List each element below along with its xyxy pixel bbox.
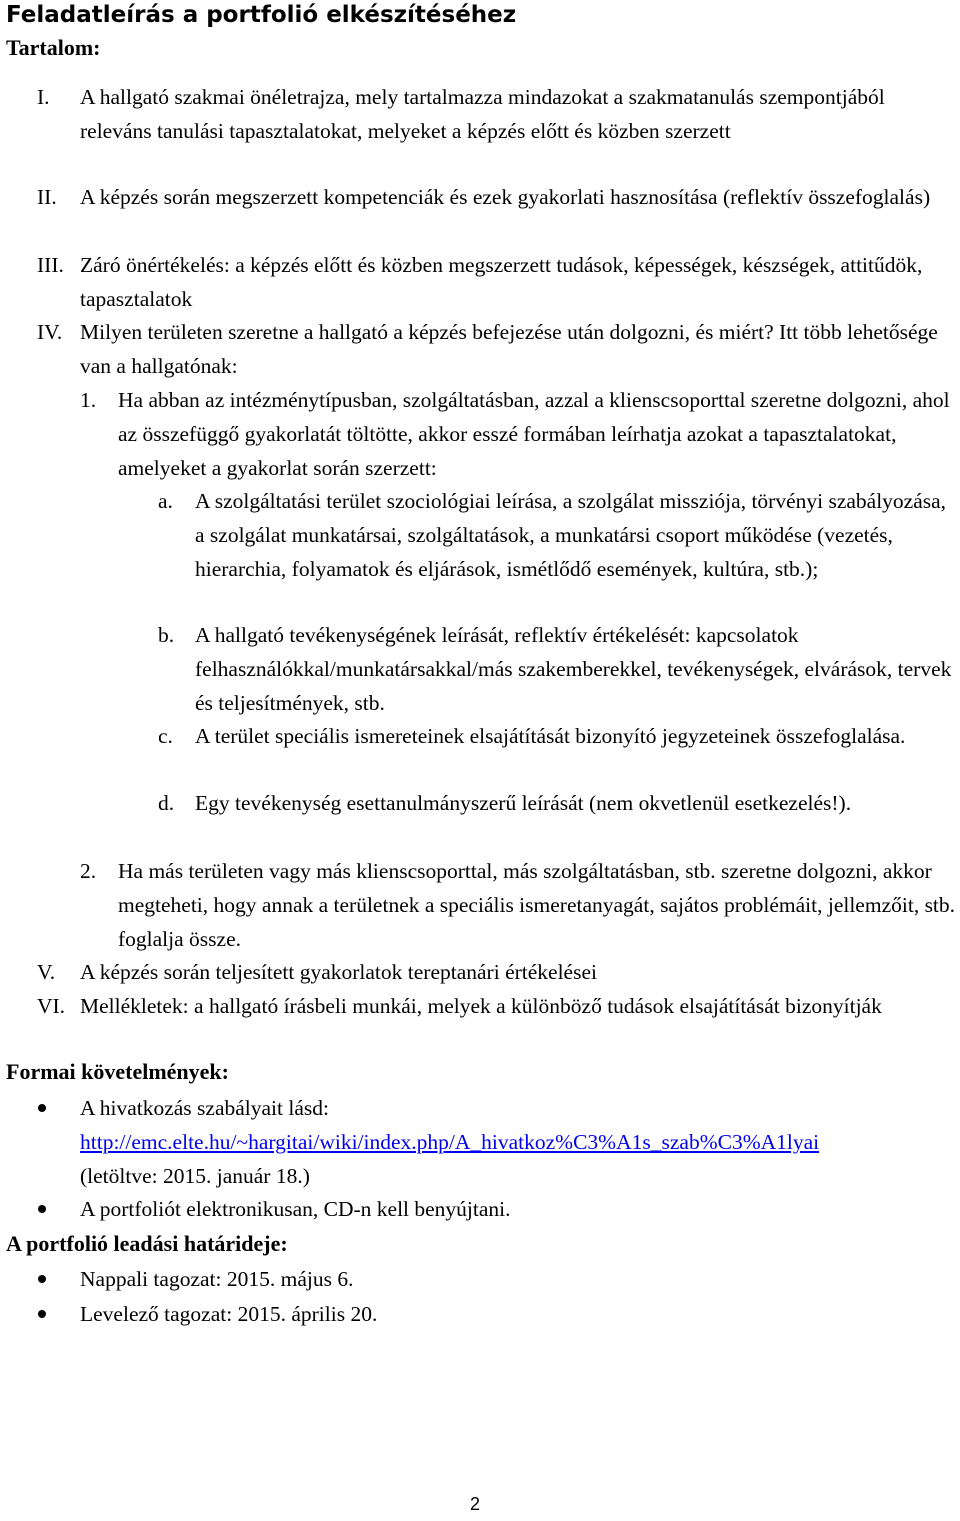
section-number: III. <box>37 253 64 277</box>
contents-heading: Tartalom: <box>6 35 101 60</box>
section-text: Záró önértékelés: a képzés előtt és közben megszerzett tudások, képességek, készségek, attitűdök, tapasztalatok <box>80 253 923 311</box>
formal-requirements-heading: Formai követelmények: <box>6 1059 229 1084</box>
option-text: Ha abban az intézménytípusban, szolgáltatásban, azzal a klienscsoporttal szeretne dolgozni, ahol az összefüggő gyakorlatát töltötte, akkor esszé formában leírhatja azokat a tapasztalatokat, amelyeket a gyakorlat során szerzett: <box>118 388 950 480</box>
section-text: A képzés során megszerzett kompetenciák és ezek gyakorlati hasznosítása (reflektív összefoglalás) <box>80 185 931 209</box>
reference-text: A hivatkozás szabályait lásd: <box>80 1096 329 1120</box>
subitem-letter: a. <box>158 489 173 513</box>
bullet-icon <box>38 1310 46 1318</box>
submission-text: A portfoliót elektronikusan, CD-n kell benyújtani. <box>80 1197 511 1221</box>
page-number: 2 <box>470 1494 481 1514</box>
section-text: A képzés során teljesített gyakorlatok tereptanári értékelései <box>80 960 597 984</box>
document-title: Feladatleírás a portfolió elkészítéséhez <box>6 2 517 28</box>
option-number: 2. <box>80 859 97 883</box>
subitem-letter: d. <box>158 791 175 815</box>
subitem-text: A terület speciális ismereteinek elsajátítását bizonyító jegyzeteinek összefoglalása. <box>195 724 906 748</box>
deadline-item: Nappali tagozat: 2015. május 6. <box>80 1267 354 1291</box>
subitem-letter: c. <box>158 724 173 748</box>
reference-link[interactable]: http://emc.elte.hu/~hargitai/wiki/index.php/A_hivatkoz%C3%A1s_szab%C3%A1lyai <box>80 1129 820 1154</box>
option-number: 1. <box>80 388 97 412</box>
section-number: IV. <box>37 320 63 344</box>
deadline-item: Levelező tagozat: 2015. április 20. <box>80 1302 378 1326</box>
section-text: Mellékletek: a hallgató írásbeli munkái, melyek a különböző tudások elsajátítását bizonyítják <box>80 994 882 1018</box>
section-number: I. <box>37 85 50 109</box>
bullet-icon <box>38 1104 46 1112</box>
reference-date: (letöltve: 2015. január 18.) <box>80 1163 310 1188</box>
option-text: Ha más területen vagy más klienscsoporttal, más szolgáltatásban, stb. szeretne dolgozni, akkor megteheti, hogy annak a területnek a speciális ismeretanyagát, sajátos problémáit, jellemzőit, stb. foglalja össze. <box>118 859 956 951</box>
section-text: Milyen területen szeretne a hallgató a képzés befejezése után dolgozni, és miért? Itt több lehetősége van a hallgatónak: <box>80 320 938 378</box>
section-number: V. <box>37 960 56 984</box>
bullet-icon <box>38 1275 46 1283</box>
reference-item <box>80 1092 958 1193</box>
section-text: A hallgató szakmai önéletrajza, mely tartalmazza mindazokat a szakmatanulás szempontjából releváns tanulási tapasztalatokat, melyeket a képzés előtt és közben szerzett <box>80 85 885 143</box>
subitem-text: A szolgáltatási terület szociológiai leírása, a szolgálat missziója, törvényi szabályozása, a szolgálat munkatársai, szolgáltatások, a munkatársi csoport működése (vezetés, hierarchia, folyamatok és eljárások, ismétlődő események, kultúra, stb.); <box>195 489 947 581</box>
section-number: VI. <box>37 994 66 1018</box>
section-number: II. <box>37 185 57 209</box>
subitem-text: Egy tevékenység esettanulmányszerű leírását (nem okvetlenül esetkezelés!). <box>195 791 852 815</box>
deadline-heading: A portfolió leadási határideje: <box>6 1231 288 1256</box>
subitem-text: A hallgató tevékenységének leírását, reflektív értékelését: kapcsolatok felhasználókkal/munkatársakkal/más szakemberekkel, tevékenységek, elvárások, tervek és teljesítmények, stb. <box>195 623 952 715</box>
bullet-icon <box>38 1205 46 1213</box>
subitem-letter: b. <box>158 623 175 647</box>
